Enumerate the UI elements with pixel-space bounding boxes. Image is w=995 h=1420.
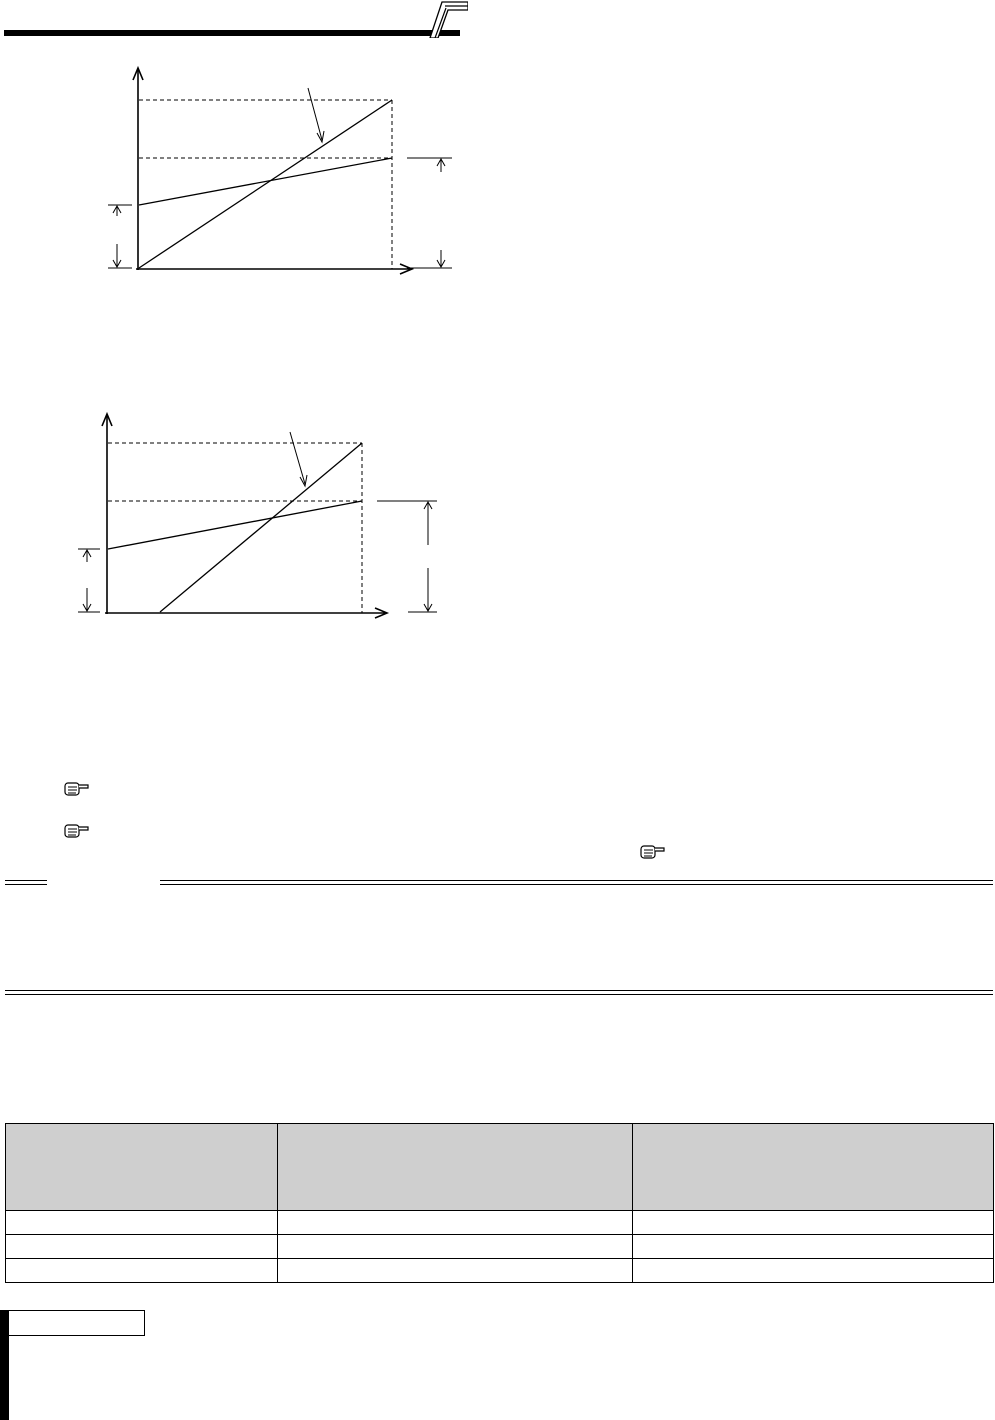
graph-top — [0, 0, 470, 290]
table-header-row — [6, 1124, 994, 1211]
table-cell — [6, 1211, 278, 1235]
graph-bottom — [0, 400, 470, 630]
graph-top-callout — [308, 88, 322, 140]
table-cell — [278, 1211, 633, 1235]
table-header-cell — [6, 1124, 278, 1211]
table-row — [6, 1235, 994, 1259]
note-rule-left — [5, 880, 47, 885]
table-cell — [6, 1235, 278, 1259]
graph-top-lines — [139, 100, 392, 268]
graph-top-line-2 — [139, 158, 392, 205]
table-header-cell — [633, 1124, 994, 1211]
table-cell — [6, 1259, 278, 1283]
table-row — [6, 1211, 994, 1235]
note-rule-right — [160, 880, 993, 885]
table-header-cell — [278, 1124, 633, 1211]
table-cell — [278, 1259, 633, 1283]
table-cell — [633, 1259, 994, 1283]
hand-pointer-icon — [640, 843, 666, 861]
section-rule — [5, 990, 993, 995]
hand-pointer-icon — [64, 780, 90, 798]
table-cell — [633, 1211, 994, 1235]
function-table — [5, 1123, 994, 1283]
graph-bottom-lines — [108, 443, 362, 612]
table-row — [6, 1259, 994, 1283]
table-cell — [633, 1235, 994, 1259]
hand-pointer-icon — [64, 822, 90, 840]
graph-bottom-line-2 — [108, 501, 362, 549]
graph-top-line-1 — [139, 100, 392, 268]
table-cell — [278, 1235, 633, 1259]
remarks-box — [5, 1310, 145, 1336]
graph-bottom-callout — [290, 432, 305, 484]
graph-bottom-line-1 — [160, 443, 362, 612]
